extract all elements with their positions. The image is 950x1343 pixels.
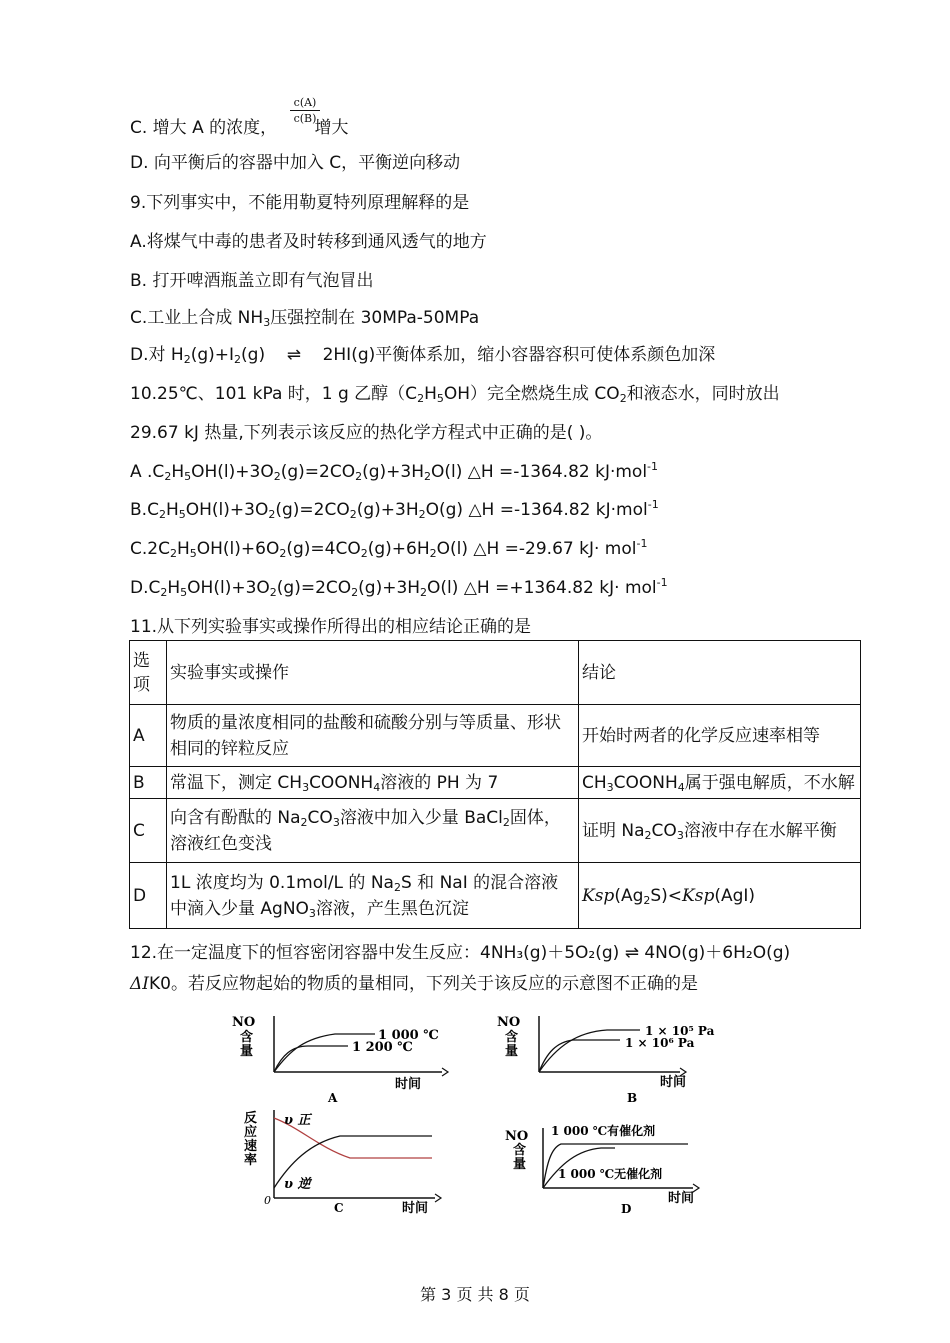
q9-stem: 9.下列事实中，不能用勒夏特列原理解释的是 <box>130 193 470 213</box>
q8-option-c: C. 增大 A 的浓度， 增大 <box>130 118 349 138</box>
fraction-numerator: c(A) <box>290 96 320 111</box>
table-row <box>130 705 861 767</box>
fig-b-label-1e6: 1 × 10⁶ Pa <box>625 1036 695 1050</box>
fig-d-xlabel: 时间 <box>668 1191 695 1206</box>
fig-d-ylabel-2: 含 <box>513 1143 527 1158</box>
fig-b-ylabel-2: 含 <box>505 1030 519 1045</box>
header-option: 选项 <box>130 641 167 705</box>
header-conclusion: 结论 <box>579 641 861 705</box>
fig-b-xlabel: 时间 <box>660 1075 687 1090</box>
fig-d-ylabel-3: 量 <box>513 1157 527 1172</box>
page-footer: 第 3 页 共 8 页 <box>420 1285 530 1304</box>
q10-option-b: $B.C_2H_5OH(l)+3O_2(g)=2CO_2(g)+3H_2O(g)$ △H =-1364.82 kJ·mol$^{-1}$ <box>130 498 659 521</box>
fig-c-caption: C <box>334 1201 344 1215</box>
q10-stem-line1: 10.25℃、101 kPa 时，1 g 乙醇$(C_2H_5OH)$完全燃烧生成 $CO_2$和液态水，同时放出 <box>130 384 780 405</box>
fig-a-label-1200: 1 200 ℃ <box>352 1040 413 1055</box>
fig-c-ylabel-3: 速 <box>244 1139 258 1154</box>
row-action: 物质的量浓度相同的盐酸和硫酸分别与等质量、形状相同的锌粒反应 <box>167 705 579 767</box>
fig-c-ylabel-2: 应 <box>244 1125 258 1140</box>
q12-stem-line1: 12.在一定温度下的恒容密闭容器中发生反应：4NH₃(g)＋5O₂(g) ⇌ 4NO(g)＋6H₂O(g) <box>130 943 791 963</box>
q9-option-c: C.工业上合成 $NH_3$压强控制在 30MPa-50MPa <box>130 308 480 329</box>
fig-c-ylabel-4: 率 <box>244 1153 258 1168</box>
fraction-denominator: c(B) <box>293 112 317 125</box>
fig-c-ylabel-1: 反 <box>244 1111 258 1126</box>
row-action: 1L 浓度均为 0.1mol/L 的 $Na_2S$ 和 NaI 的混合溶液中滴入少量 AgNO$_3$溶液，产生黑色沉淀 <box>167 863 579 929</box>
q9-option-d: D.对 $H_2(g)+I_2(g)$ ⇌ 2HI(g)平衡体系加，缩小容器容积可使体系颜色加深 <box>130 345 716 366</box>
q12-stem-line2: ΔΙK0。若反应物起始的物质的量相同，下列关于该反应的示意图不正确的是 <box>130 974 698 994</box>
fig-a-caption: A <box>328 1091 338 1105</box>
q10-stem-line2: 29.67 kJ 热量,下列表示该反应的热化学方程式中正确的是( )。 <box>130 423 603 443</box>
fig-a-label-1000: 1 000 ℃ <box>378 1028 439 1043</box>
q8-option-d: D. 向平衡后的容器中加入 C，平衡逆向移动 <box>130 153 461 173</box>
fig-c-xlabel: 时间 <box>402 1201 429 1216</box>
q10-option-c: $C.2C_2H_5OH(l)+6O_2(g)=4CO_2(g)+6H_2O(l)$ △H =-29.67 kJ· mol$^{-1}$ <box>130 537 648 560</box>
fig-d-label-no-catalyst: 1 000 ℃无催化剂 <box>558 1167 663 1181</box>
fig-b-label-1e5: 1 × 10⁵ Pa <box>645 1024 715 1038</box>
table-row <box>130 799 861 863</box>
row-conclusion: $Ksp(Ag_2S)<Ksp(AgI)$ <box>579 863 861 929</box>
row-conclusion: $CH_3COONH_4$属于强电解质，不水解 <box>579 767 861 799</box>
row-option: C <box>130 799 167 863</box>
header-action: 实验事实或操作 <box>167 641 579 705</box>
figure-a <box>230 1010 460 1106</box>
figure-b <box>495 1010 725 1106</box>
equilibrium-arrow: ⇌ <box>286 345 301 365</box>
fig-a-ylabel-2: 含 <box>240 1030 254 1045</box>
row-conclusion: 证明 $Na_2CO_3$溶液中存在水解平衡 <box>579 799 861 863</box>
row-action: 向含有酚酞的 $Na_2CO_3$溶液中加入少量 BaCl$_2$固体，溶液红色变浅 <box>167 799 579 863</box>
row-action: 常温下，测定 $CH_3COONH_4$溶液的 PH 为 7 <box>167 767 579 799</box>
fig-d-curve-catalyst <box>543 1144 688 1188</box>
q10-option-a: A $.C_2H_5OH(l)+3O_2(g)=2CO_2(g)+3H_2O(l)$ △H =-1364.82 kJ·mol$^{-1}$ <box>130 460 659 483</box>
row-option: B <box>130 767 167 799</box>
experiment-table <box>129 640 861 929</box>
fig-d-ylabel-1: NO <box>505 1129 529 1144</box>
q10-option-d: $D.C_2H_5OH(l)+3O_2(g)=2CO_2(g)+3H_2O(l)$ △H =+1364.82 kJ· mol$^{-1}$ <box>130 576 668 599</box>
row-option: D <box>130 863 167 929</box>
q11-stem: 11.从下列实验事实或操作所得出的相应结论正确的是 <box>130 617 532 637</box>
fig-c-origin: 0 <box>264 1194 271 1207</box>
fig-a-ylabel-3: 量 <box>240 1044 254 1059</box>
fig-b-ylabel-1: NO <box>497 1015 521 1030</box>
table-row <box>130 863 861 929</box>
row-option: A <box>130 705 167 767</box>
figure-c <box>240 1108 460 1218</box>
q9-option-b: B. 打开啤酒瓶盖立即有气泡冒出 <box>130 271 374 291</box>
fig-b-ylabel-3: 量 <box>505 1044 519 1059</box>
table-header-row <box>130 641 861 705</box>
row-conclusion: 开始时两者的化学反应速率相等 <box>579 705 861 767</box>
q9-option-a: A.将煤气中毒的患者及时转移到通风透气的地方 <box>130 232 487 252</box>
fig-d-caption: D <box>621 1202 632 1216</box>
fig-d-label-catalyst: 1 000 ℃有催化剂 <box>551 1124 656 1138</box>
fig-a-ylabel-1: NO <box>232 1015 256 1030</box>
figure-d <box>503 1118 733 1218</box>
fig-c-label-forward: υ 正 <box>284 1113 311 1128</box>
fig-c-label-reverse: υ 逆 <box>284 1177 311 1192</box>
fig-a-xlabel: 时间 <box>395 1077 422 1092</box>
fig-b-caption: B <box>627 1091 638 1105</box>
table-row <box>130 767 861 799</box>
